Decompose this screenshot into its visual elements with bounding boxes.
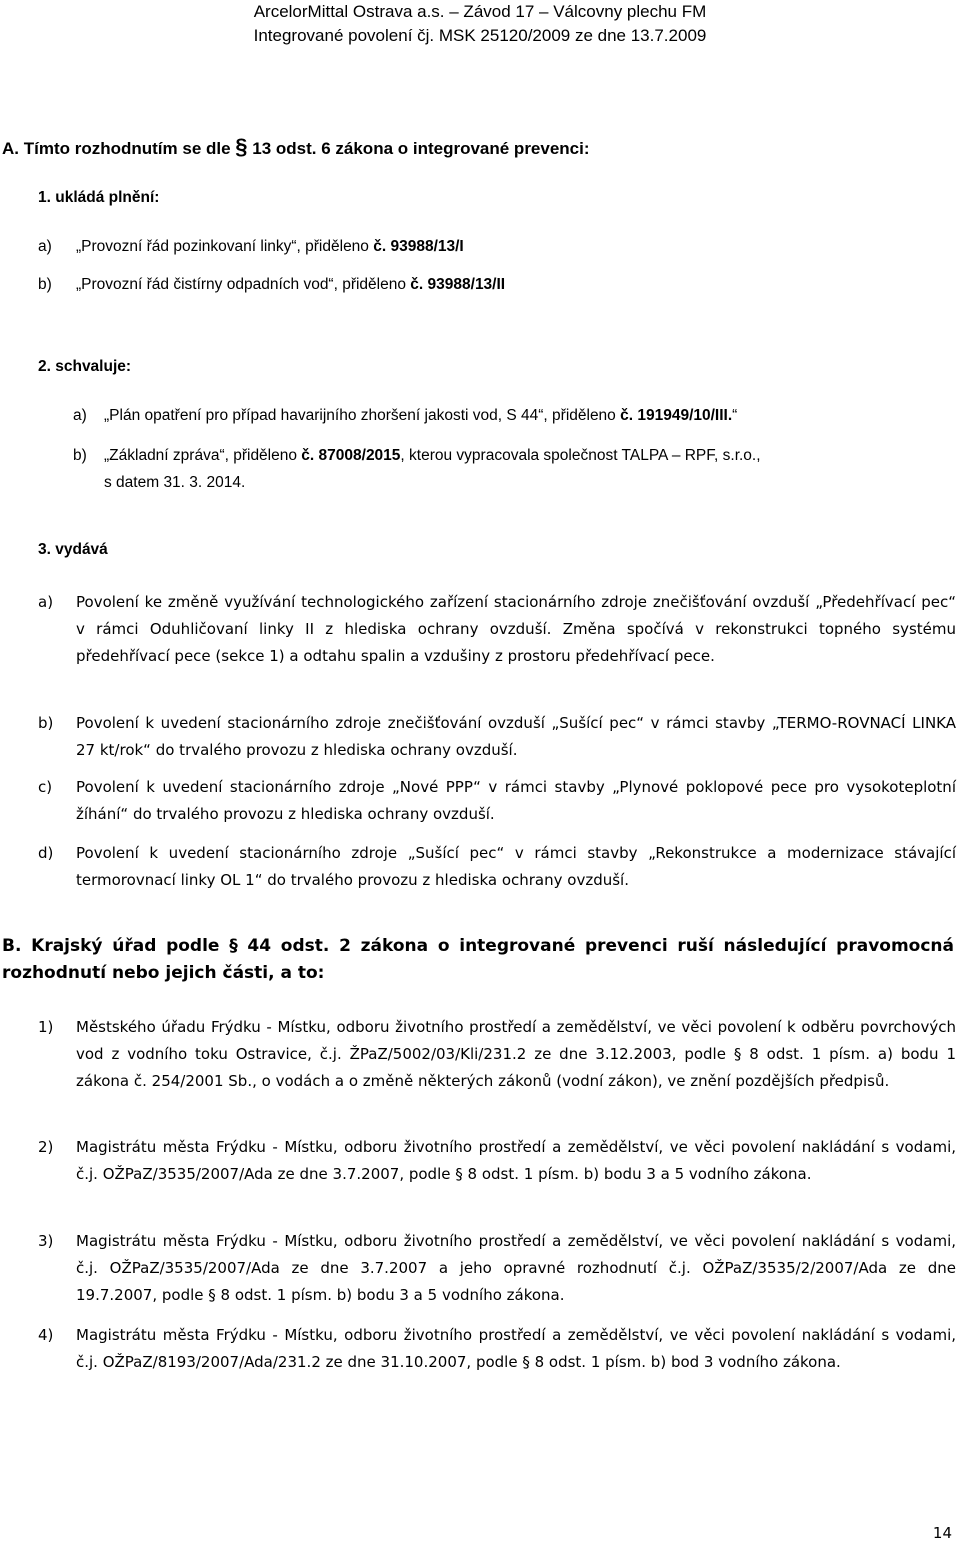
section-b-item-1-label: 1) — [38, 1018, 54, 1036]
paragraph-sign: § — [235, 134, 248, 159]
part2-item-a: „Plán opatření pro případ havarijního zhoršení jakosti vod, S 44“, přiděleno č. 191949/10/III.“ — [104, 407, 738, 424]
part3-item-a: Povolení ke změně využívání technologického zařízení stacionárního zdroje znečišťování ovzduší „Předehřívací pec“ v rámci Oduhličovaní linky II z hlediska ochrany ovzduší. Změna spočívá v rekonstrukci topného systému předehřívací pece (sekce 1) a odtahu spalin a vzdušiny z prostoru předehřívací pece. — [76, 593, 956, 665]
section-a-heading: A. Tímto rozhodnutím se dle § 13 odst. 6 zákona o integrované prevenci: — [2, 134, 590, 159]
section-b-item-2-label: 2) — [38, 1138, 54, 1156]
part3-item-d: Povolení k uvedení stacionárního zdroje „Sušící pec“ v rámci stavby „Rekonstrukce a modernizace stávající termorovnací linky OL 1“ do trvalého provozu z hlediska ochrany ovzduší. — [76, 844, 956, 889]
header-permit-ref: Integrované povolení čj. MSK 25120/2009 ze dne 13.7.2009 — [253, 26, 707, 45]
part3-item-c: Povolení k uvedení stacionárního zdroje „Nové PPP“ v rámci stavby „Plynové poklopové pece pro vysokoteplotní žíhání“ do trvalého provozu z hlediska ochrany ovzduší. — [76, 778, 956, 823]
part1-title: 1. ukládá plnění: — [38, 189, 160, 206]
part3-item-a-label: a) — [38, 593, 54, 611]
part3-item-b: Povolení k uvedení stacionárního zdroje znečišťování ovzduší „Sušící pec“ v rámci stavby „TERMO-ROVNACÍ LINKA 27 kt/rok“ do trvalého provozu z hlediska ochrany ovzduší. — [76, 714, 956, 759]
part2-item-b-label: b) — [73, 447, 87, 464]
part1-item-b-label: b) — [38, 276, 52, 293]
page-number: 14 — [932, 1524, 952, 1542]
part3-item-d-label: d) — [38, 844, 54, 862]
document-header — [0, 0, 960, 48]
section-b-item-2: Magistrátu města Frýdku - Místku, odboru životního prostředí a zemědělství, ve věci povolení nakládání s vodami, č.j. OŽPaZ/3535/2007/Ada ze dne 3.7.2007, podle § 8 odst. 1 písm. b) bodu 3 a 5 vodního zákona. — [76, 1138, 956, 1183]
header-company: ArcelorMittal Ostrava a.s. – Závod 17 – Válcovny plechu FM — [253, 2, 707, 21]
section-b-item-1: Městského úřadu Frýdku - Místku, odboru životního prostředí a zemědělství, ve věci povolení k odběru povrchových vod z vodního toku Ostravice, č.j. ŽPaZ/5002/03/Kli/231.2 ze dne 3.12.2003, podle § 8 odst. 1 písm. a) bodu 1 zákona č. 254/2001 Sb., o vodách a o změně některých zákonů (vodní zákon), ve znění pozdějších předpisů. — [76, 1018, 956, 1090]
part3-item-b-label: b) — [38, 714, 54, 732]
part1-item-b: „Provozní řád čistírny odpadních vod“, přiděleno č. 93988/13/II — [76, 276, 506, 293]
part2-title: 2. schvaluje: — [38, 358, 132, 375]
section-b-item-4: Magistrátu města Frýdku - Místku, odboru životního prostředí a zemědělství, ve věci povolení nakládání s vodami, č.j. OŽPaZ/8193/2007/Ada/231.2 ze dne 31.10.2007, podle § 8 odst. 1 písm. b) bod 3 vodního zákona. — [76, 1326, 956, 1371]
part2-item-a-label: a) — [73, 407, 87, 424]
part2-item-b: „Základní zpráva“, přiděleno č. 87008/2015, kterou vypracovala společnost TALPA – RPF, s.r.o., — [104, 447, 761, 464]
part3-item-c-label: c) — [38, 778, 53, 796]
part1-item-a: „Provozní řád pozinkovaní linky“, přiděleno č. 93988/13/I — [76, 238, 464, 255]
section-b-item-3-label: 3) — [38, 1232, 54, 1250]
section-b-item-4-label: 4) — [38, 1326, 54, 1344]
part1-item-a-label: a) — [38, 238, 52, 255]
section-b-item-3: Magistrátu města Frýdku - Místku, odboru životního prostředí a zemědělství, ve věci povolení nakládání s vodami, č.j. OŽPaZ/3535/2007/Ada ze dne 3.7.2007 a jeho opravné rozhodnutí č.j. OŽPaZ/3535/2/2007/Ada ze dne 19.7.2007, podle § 8 odst. 1 písm. b) bodu 3 a 5 vodního zákona. — [76, 1232, 956, 1304]
part2-item-b-date: s datem 31. 3. 2014. — [104, 474, 246, 491]
section-b-heading: B. Krajský úřad podle § 44 odst. 2 zákona o integrované prevenci ruší následující pravomocná rozhodnutí nebo jejich části, a to: — [2, 936, 954, 983]
part3-title: 3. vydává — [38, 541, 108, 558]
